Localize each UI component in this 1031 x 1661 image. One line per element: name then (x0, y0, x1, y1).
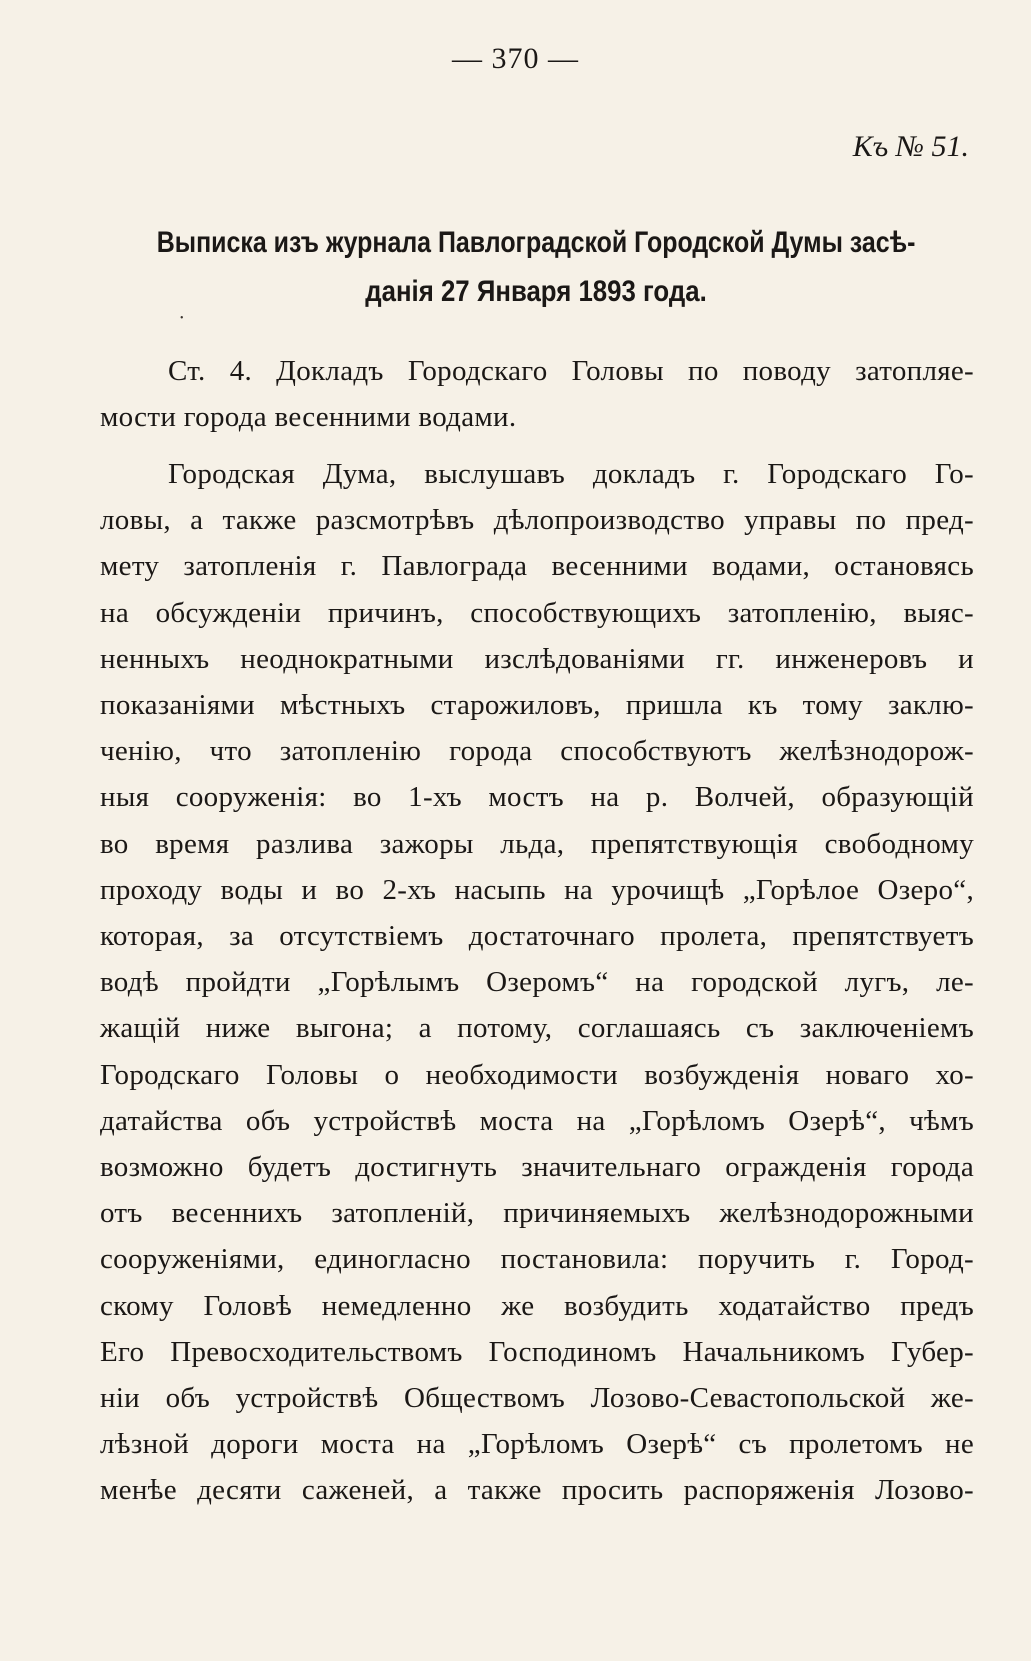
text-line: датайства объ устройствѣ моста на „Горѣломъ Озерѣ“, чѣмъ (100, 1105, 974, 1137)
text-line: мету затопленія г. Павлограда весенними водами, остановясь (100, 550, 974, 582)
text-line: отъ весеннихъ затопленій, причиняемыхъ желѣзнодорожными (100, 1197, 974, 1229)
text-line: мости города весенними водами. (100, 401, 517, 433)
text-line: показаніями мѣстныхъ старожиловъ, пришла къ тому заклю- (100, 689, 974, 721)
text-line: ныя сооруженія: во 1-хъ мостъ на р. Волчей, образующій (100, 781, 974, 813)
text-line: которая, за отсутствіемъ достаточнаго пролета, препятствуетъ (100, 920, 974, 952)
text-line: во время разлива зажоры льда, препятствующія свободному (100, 828, 974, 860)
page-number: — 370 — (452, 42, 579, 75)
text-line: ловы, а также разсмотрѣвъ дѣлопроизводство управы по пред- (100, 504, 974, 536)
text-line: Его Превосходительствомъ Господиномъ Начальникомъ Губер- (100, 1336, 974, 1368)
text-line: водѣ пройдти „Горѣлымъ Озеромъ“ на городской лугъ, ле- (100, 966, 974, 998)
text-line: сооруженіями, единогласно постановила: поручить г. Город- (100, 1243, 974, 1275)
text-line: Городская Дума, выслушавъ докладъ г. Городскаго Го- (168, 458, 974, 490)
text-line: возможно будетъ достигнуть значительнаго огражденія города (100, 1151, 974, 1183)
text-line: ніи объ устройствѣ Обществомъ Лозово-Севастопольской же- (100, 1382, 974, 1414)
text-line: ненныхъ неоднократными изслѣдованіями гг. инженеровъ и (100, 643, 974, 675)
text-line: лѣзной дороги моста на „Горѣломъ Озерѣ“ съ пролетомъ не (100, 1428, 974, 1460)
text-line: скому Головѣ немедленно же возбудить ходатайство предъ (100, 1290, 974, 1322)
text-line: Городскаго Головы о необходимости возбужденія новаго хо- (100, 1059, 974, 1091)
text-line: ченію, что затопленію города способствуютъ желѣзнодорож- (100, 735, 974, 767)
printing-speck: • (180, 313, 184, 324)
text-line: жащій ниже выгона; а потому, соглашаясь съ заключеніемъ (100, 1012, 974, 1044)
text-line: на обсужденіи причинъ, способствующихъ затопленію, выяс- (100, 597, 974, 629)
document-reference: Къ № 51. (852, 130, 969, 163)
title-line: Выписка изъ журнала Павлоградской Городской Думы засѣ- (156, 226, 916, 259)
text-line: Ст. 4. Докладъ Городскаго Головы по поводу затопляе- (168, 355, 974, 387)
text-line: менѣе десяти саженей, а также просить распоряженія Лозово- (100, 1474, 974, 1506)
document-title (157, 218, 916, 316)
title-line: данія 27 Января 1893 года. (365, 275, 707, 308)
text-line: проходу воды и во 2-хъ насыпь на урочищѣ „Горѣлое Озеро“, (100, 874, 974, 906)
